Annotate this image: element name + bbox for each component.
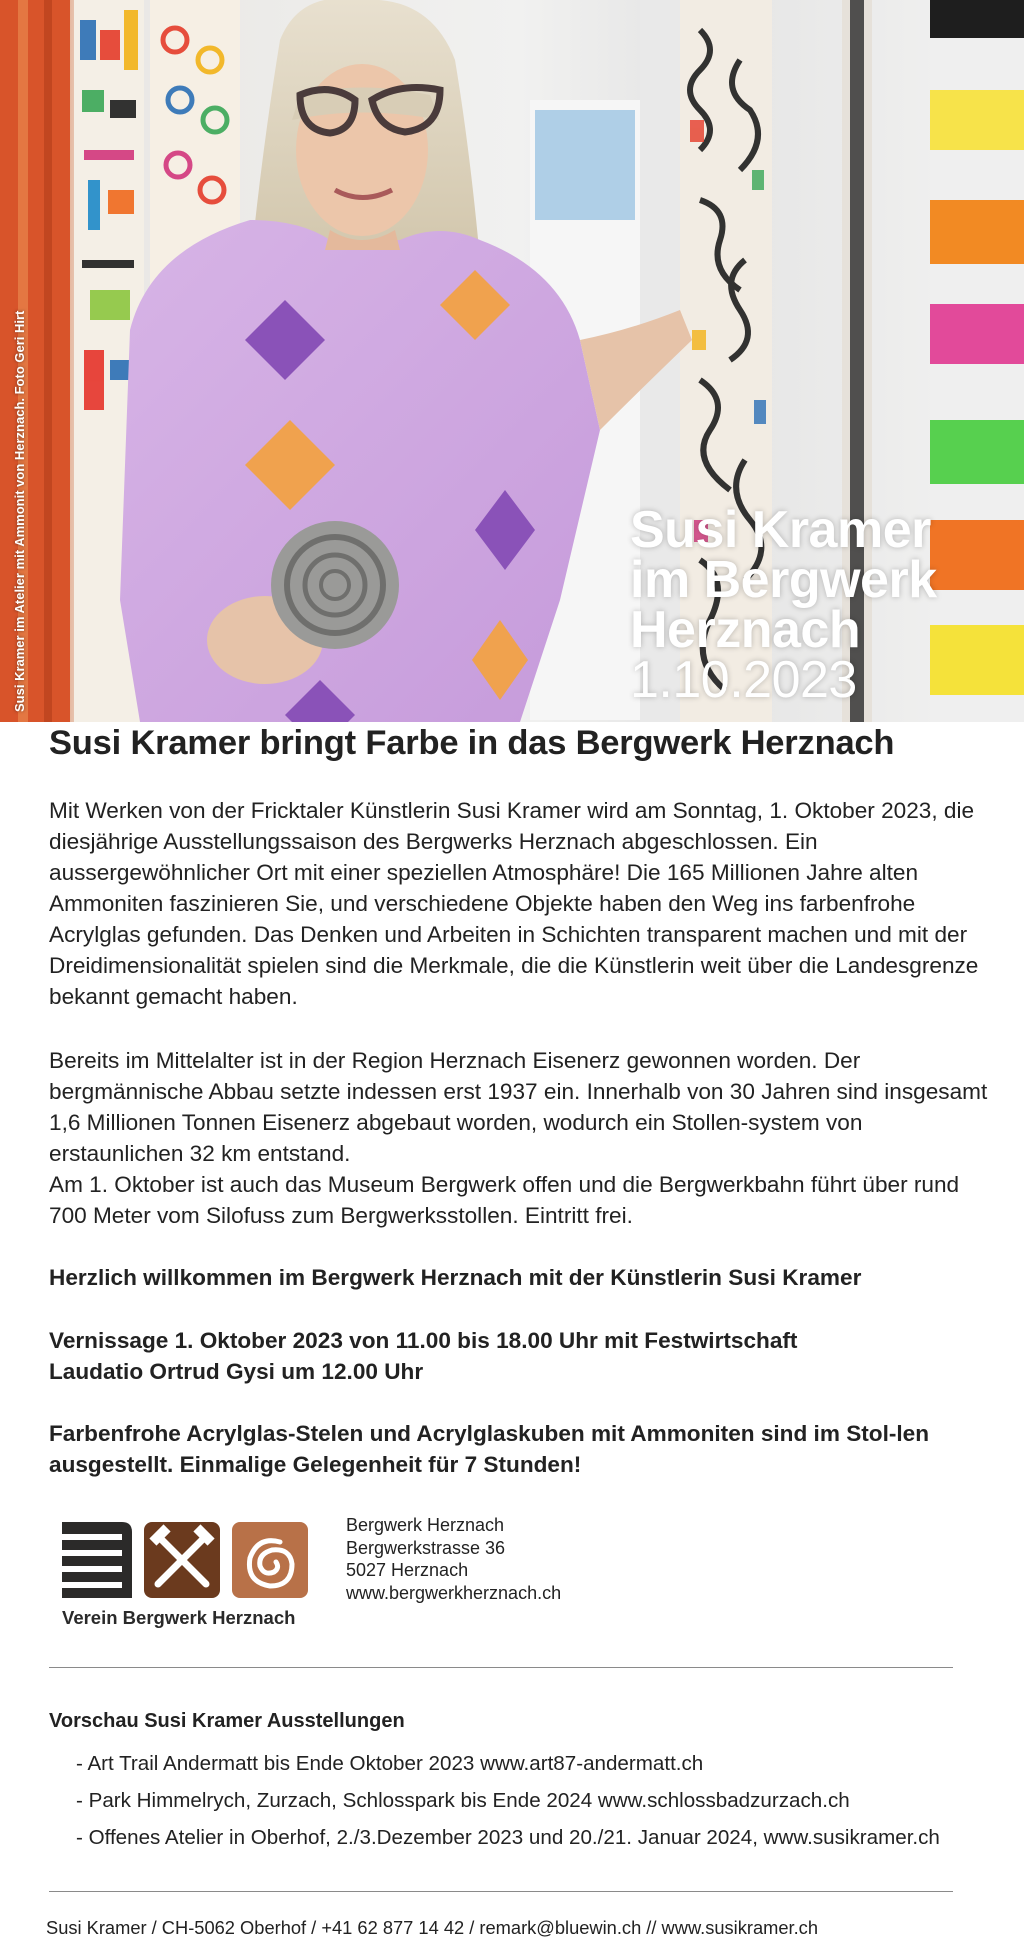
laudatio-line: Laudatio Ortrud Gysi um 12.00 Uhr xyxy=(49,1359,424,1384)
article-paragraph-2: Bereits im Mittelalter ist in der Region Herznach Eisenerz gewonnen worden. Der bergmännische Abbau setzte indessen erst 1937 ein. Innerhalb von 30 Jahren sind insgesamt 1,6 Millionen Tonnen Eisenerz abgebaut worden, wodurch ein Stollen-system von erstaunlichen 32 km entstand. xyxy=(49,1048,988,1166)
preview-item-andermatt: - Art Trail Andermatt bis Ende Oktober 2023 www.art87-andermatt.ch xyxy=(76,1752,704,1775)
article-paragraph-2-group xyxy=(49,1045,999,1231)
hero-title xyxy=(630,501,937,709)
hero-title-line-3: Herznach xyxy=(630,601,861,659)
logo-ammonite-icon xyxy=(232,1522,308,1598)
logo-layers-icon xyxy=(62,1522,132,1598)
address-city: 5027 Herznach xyxy=(346,1560,469,1580)
address-block xyxy=(346,1514,561,1604)
vernissage-line: Vernissage 1. Oktober 2023 von 11.00 bis 18.00 Uhr mit Festwirtschaft xyxy=(49,1328,798,1353)
hero-title-line-1: Susi Kramer xyxy=(630,501,931,559)
hero-photo xyxy=(0,0,1024,722)
logo-caption: Verein Bergwerk Herznach xyxy=(62,1607,296,1628)
address-website-link[interactable]: www.bergwerkherznach.ch xyxy=(346,1582,562,1603)
welcome-line: Herzlich willkommen im Bergwerk Herznach mit der Künstlerin Susi Kramer xyxy=(49,1265,862,1290)
divider-line xyxy=(49,1667,953,1668)
divider-line xyxy=(49,1891,953,1892)
preview-item-oberhof: - Offenes Atelier in Oberhof, 2./3.Dezember 2023 und 20./21. Januar 2024, www.susikramer.ch xyxy=(76,1826,940,1849)
hero-date: 1.10.2023 xyxy=(630,651,857,709)
footer-contact: Susi Kramer / CH-5062 Oberhof / +41 62 877 14 42 / remark@bluewin.ch // www.susikramer.ch xyxy=(46,1917,818,1938)
article-paragraph-1: Mit Werken von der Fricktaler Künstlerin Susi Kramer wird am Sonntag, 1. Oktober 2023, die diesjährige Ausstellungssaison des Bergwerks Herznach abgeschlossen. Ein aussergewöhnlicher Ort mit einer speziellen Atmosphäre! Die 165 Millionen Jahre alten Ammoniten faszinieren Sie, und verschiedene Objekte haben den Weg ins farbenfrohe Acrylglas gefunden. Das Denken und Arbeiten in Schichten transparent machen und mit der Dreidimensionalität spielen sind die Merkmale, die die Künstlerin weit über die Landesgrenze bekannt gemacht haben. xyxy=(49,798,979,1009)
preview-heading: Vorschau Susi Kramer Ausstellungen xyxy=(49,1710,405,1732)
hero-title-line-2: im Bergwerk xyxy=(630,551,937,609)
article-headline: Susi Kramer bringt Farbe in das Bergwerk Herznach xyxy=(49,724,895,762)
article-paragraph-3: Am 1. Oktober ist auch das Museum Bergwerk offen und die Bergwerkbahn führt über rund 700 Meter vom Silofuss zum Bergwerksstollen. Eintritt frei. xyxy=(49,1172,960,1228)
logo-hammers-icon xyxy=(144,1522,220,1598)
preview-item-zurzach: - Park Himmelrych, Zurzach, Schlosspark bis Ende 2024 www.schlossbadzurzach.ch xyxy=(76,1789,850,1812)
address-street: Bergwerkstrasse 36 xyxy=(346,1537,506,1558)
highlight-line: Farbenfrohe Acrylglas-Stelen und Acrylglaskuben mit Ammoniten sind im Stol-len ausgestellt. Einmalige Gelegenheit für 7 Stunden! xyxy=(49,1421,930,1477)
preview-list xyxy=(76,1745,940,1856)
photo-credit: Susi Kramer im Atelier mit Ammonit von Herznach. Foto Geri Hirt xyxy=(12,310,27,712)
address-name: Bergwerk Herznach xyxy=(346,1515,505,1535)
